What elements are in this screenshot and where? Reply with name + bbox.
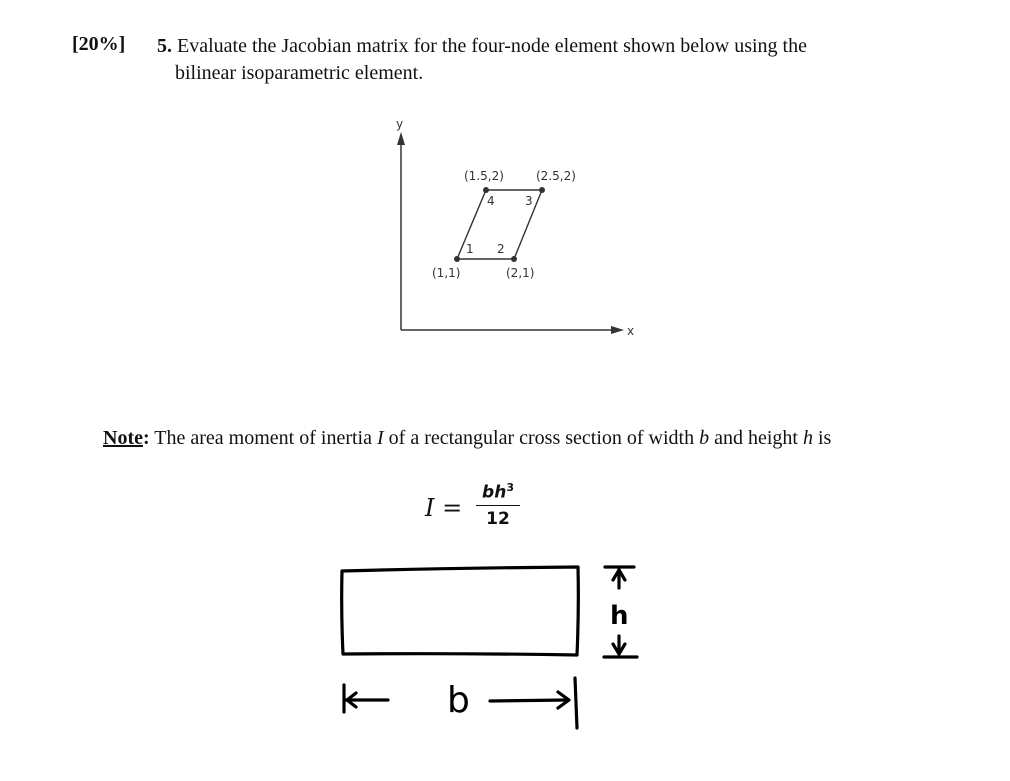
note-paragraph xyxy=(103,427,831,450)
cross-section-rectangle xyxy=(342,567,579,655)
height-label: h xyxy=(610,601,629,631)
note-var-b: b xyxy=(699,427,710,449)
note-text-a: The area moment of inertia xyxy=(149,427,377,449)
node-1-point xyxy=(454,256,460,262)
node-2-coord: (2,1) xyxy=(506,266,535,280)
formula-numerator-base: bh xyxy=(482,482,507,503)
node-2-number: 2 xyxy=(497,242,505,256)
note-text-d: is xyxy=(812,427,832,449)
cross-section-sketch xyxy=(0,540,1010,770)
node-1-number: 1 xyxy=(466,242,474,256)
formula-numerator-exponent: 3 xyxy=(506,481,514,494)
width-label: b xyxy=(447,680,470,721)
note-label: Note xyxy=(103,427,143,449)
formula-fraction xyxy=(476,481,520,529)
x-axis-label: x xyxy=(627,324,635,338)
formula-denominator: 12 xyxy=(486,508,510,529)
formula-numerator xyxy=(476,481,520,506)
node-4-number: 4 xyxy=(487,194,495,208)
x-axis xyxy=(401,326,624,334)
y-axis xyxy=(397,132,405,330)
formula-lhs: I = xyxy=(425,494,463,522)
note-separator: : xyxy=(142,427,150,449)
note-var-h: h xyxy=(802,427,813,449)
node-4-point xyxy=(483,187,489,193)
question-line-1-text: Evaluate the Jacobian matrix for the four-node element shown below using the xyxy=(172,35,807,57)
y-axis-label: y xyxy=(396,117,404,131)
note-var-i: I xyxy=(376,427,384,449)
node-3-coord: (2.5,2) xyxy=(536,169,576,183)
question-line-2: bilinear isoparametric element. xyxy=(175,62,424,84)
question-number: 5. xyxy=(157,35,172,57)
node-2-point xyxy=(511,256,517,262)
node-3-point xyxy=(539,187,545,193)
node-4-coord: (1.5,2) xyxy=(464,169,504,183)
question-weight: [20%] xyxy=(72,33,126,55)
node-3-number: 3 xyxy=(525,194,533,208)
note-text-b: of a rectangular cross section of width xyxy=(383,427,700,449)
note-text-c: and height xyxy=(709,427,803,449)
node-1-coord: (1,1) xyxy=(432,266,461,280)
